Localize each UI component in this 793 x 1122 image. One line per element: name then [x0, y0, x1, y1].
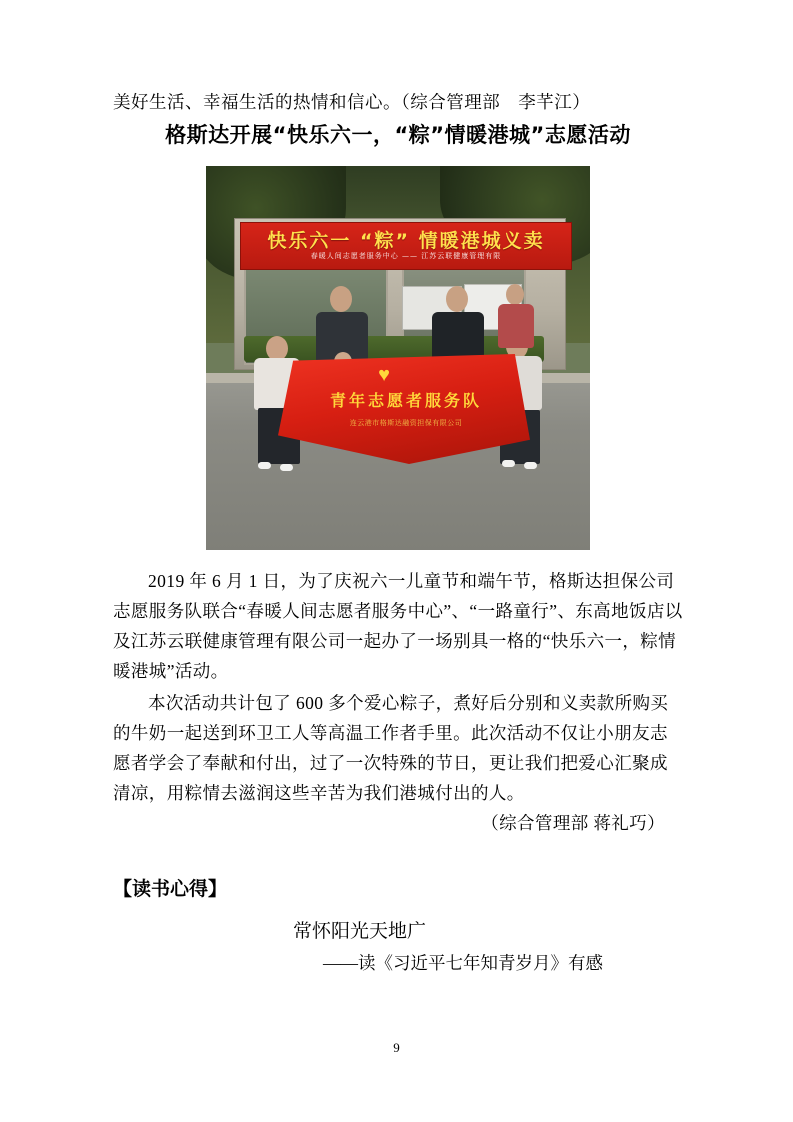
page-number: 9 — [393, 1040, 400, 1055]
photo-container — [113, 166, 683, 550]
section-heading-reading-notes: 【读书心得】 — [113, 878, 228, 900]
event-photo — [206, 166, 590, 550]
body-paragraph-2: 本次活动共计包了 600 多个爱心粽子，煮好后分别和义卖款所购买的牛奶一起送到环卫工人等高温工作者手里。此次活动不仅让小朋友志愿者学会了奉献和付出，过了一次特殊的节日，更让我们把爱心汇聚成清凉，用粽情去滋润这些辛苦为我们港城付出的人。 — [113, 693, 669, 803]
event-banner — [240, 222, 572, 270]
page-content — [113, 88, 683, 978]
poem-title: 常怀阳光天地广 — [293, 921, 427, 942]
flag-sub-text: 连云港市格斯达融资担保有限公司 — [349, 419, 463, 427]
heart-icon: ♥ — [378, 364, 390, 386]
article-signature: （综合管理部 蒋礼巧） — [481, 813, 665, 833]
continued-text-line: 美好生活、幸福生活的热情和信心。（综合管理部 李芊江） — [113, 92, 591, 112]
banner-sub-text: 春暖人间志愿者服务中心 —— 江苏云联健康管理有限 — [310, 252, 502, 260]
article-title: 格斯达开展“快乐六一，“粽”情暖港城”志愿活动 — [165, 123, 631, 147]
banner-main-text: 快乐六一 “粽” 情暖港城义卖 — [267, 230, 545, 252]
body-paragraph-1: 2019 年 6 月 1 日，为了庆祝六一儿童节和端午节，格斯达担保公司志愿服务队联合“春暖人间志愿者服务中心”、“一路童行”、东高地饭店以及江苏云联健康管理有限公司一起办了一场别具一格的“快乐六一，粽情暖港城”活动。 — [113, 571, 683, 681]
poem-subtitle: ——读《习近平七年知青岁月》有感 — [323, 953, 603, 973]
flag-main-text: 青年志愿者服务队 — [329, 391, 482, 410]
